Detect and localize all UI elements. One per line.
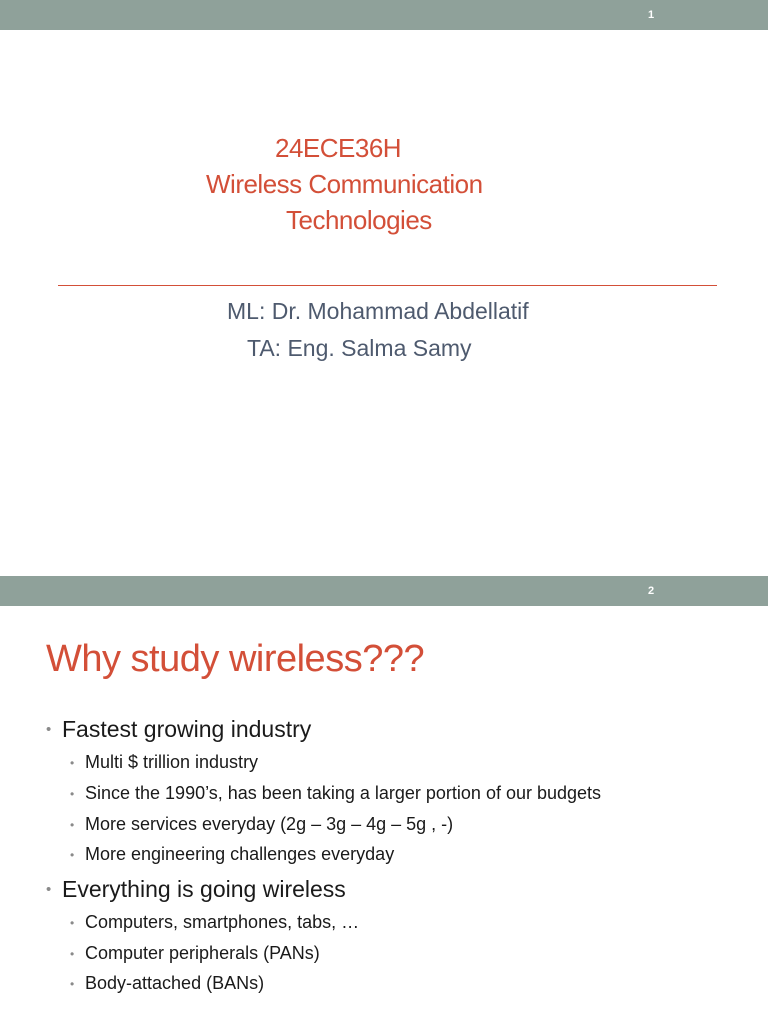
sub-bullet-text: Computers, smartphones, tabs, … — [85, 912, 360, 932]
sub-bullet-item — [70, 814, 454, 835]
slide-title: Why study wireless??? — [46, 638, 425, 680]
bullet-dot-icon: • — [46, 881, 52, 898]
sub-bullet-text: Multi $ trillion industry — [85, 752, 259, 772]
bullet-text: Everything is going wireless — [62, 876, 346, 902]
sub-bullet-item — [70, 783, 602, 804]
sub-bullet-item — [70, 912, 360, 933]
bullet-dot-icon: • — [70, 756, 75, 770]
bullet-dot-icon: • — [70, 947, 75, 961]
bullet-text: Fastest growing industry — [62, 716, 312, 742]
sub-bullet-text: Computer peripherals (PANs) — [85, 943, 320, 963]
bullet-item — [46, 716, 312, 743]
bullet-dot-icon: • — [70, 818, 75, 832]
teaching-assistant: TA: Eng. Salma Samy — [247, 335, 472, 361]
sub-bullet-item — [70, 752, 259, 773]
page-number: 1 — [648, 9, 655, 21]
bullet-dot-icon: • — [46, 721, 52, 738]
sub-bullet-text: Since the 1990’s, has been taking a larger portion of our budgets — [85, 783, 602, 803]
bullet-dot-icon: • — [70, 916, 75, 930]
page-number: 2 — [648, 585, 655, 597]
course-title: Wireless Communication — [206, 169, 483, 199]
slide-2 — [0, 576, 768, 1024]
sub-bullet-item — [70, 844, 395, 865]
course-code: 24ECE36H — [275, 133, 402, 163]
bullet-dot-icon: • — [70, 848, 75, 862]
course-title-continued: Technologies — [286, 205, 432, 235]
bullet-item — [46, 876, 346, 903]
sub-bullet-text: Body-attached (BANs) — [85, 973, 265, 993]
sub-bullet-text: More services everyday (2g – 3g – 4g – 5g , -) — [85, 814, 454, 834]
sub-bullet-item — [70, 943, 320, 964]
sub-bullet-item — [70, 973, 265, 994]
bullet-dot-icon: • — [70, 787, 75, 801]
module-leader: ML: Dr. Mohammad Abdellatif — [227, 298, 529, 324]
title-divider — [58, 285, 717, 286]
sub-bullet-text: More engineering challenges everyday — [85, 844, 395, 864]
bullet-dot-icon: • — [70, 977, 75, 991]
